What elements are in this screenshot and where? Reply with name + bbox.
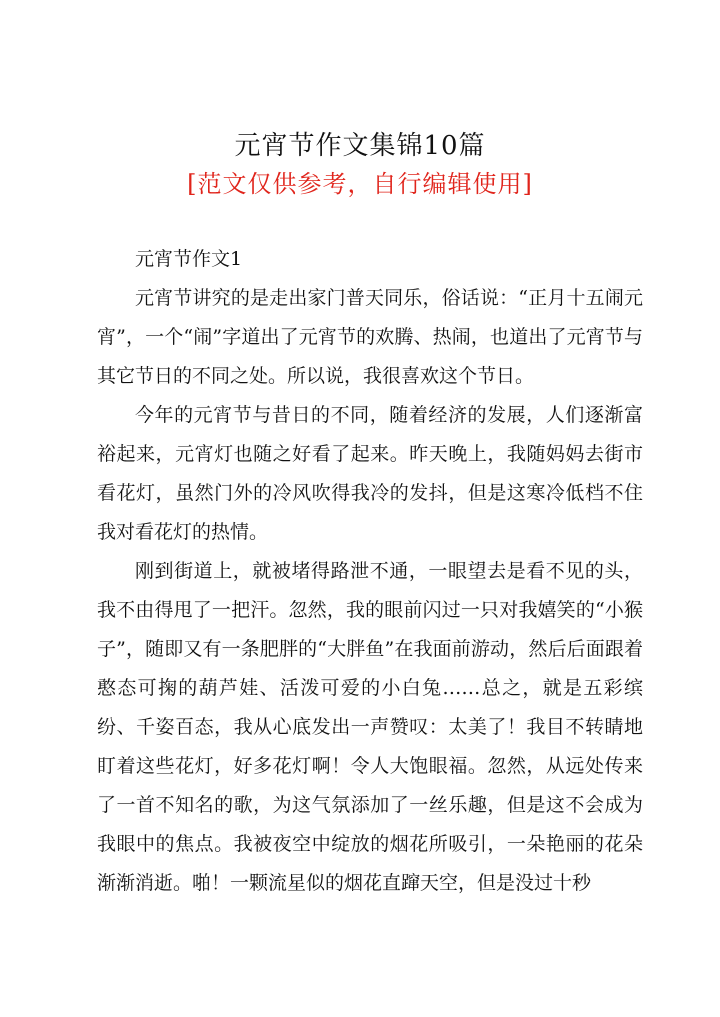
section-heading: 元宵节作文1	[135, 248, 243, 270]
document-body	[97, 240, 643, 903]
paragraph-3: 刚到街道上，就被堵得路泄不通，一眼望去是看不见的头，我不由得甩了一把汗。忽然，我的眼前闪过一只对我嬉笑的“小猴子”，随即又有一条肥胖的“大胖鱼”在我面前游动，然后后面跟着憨态可掬的葫芦娃、活泼可爱的小白兔……总之，就是五彩缤纷、千姿百态，我从心底发出一声赞叹：太美了！我目不转睛地盯着这些花灯，好多花灯啊！令人大饱眼福。忽然，从远处传来了一首不知名的歌，为这气氛添加了一丝乐趣，但是这不会成为我眼中的焦点。我被夜空中绽放的烟花所吸引，一朵艳丽的花朵渐渐消逝。啪！一颗流星似的烟花直蹿天空，但是没过十秒	[97, 560, 643, 894]
paragraph-1: 元宵节讲究的是走出家门普天同乐，俗话说：“正月十五闹元宵”，一个“闹”字道出了元宵节的欢腾、热闹，也道出了元宵节与其它节日的不同之处。所以说，我很喜欢这个节日。	[97, 287, 643, 387]
document-title: 元宵节作文集锦10篇	[234, 131, 486, 161]
document-subtitle: [范文仅供参考，自行编辑使用]	[187, 170, 533, 198]
paragraph-2: 今年的元宵节与昔日的不同，随着经济的发展，人们逐渐富裕起来，元宵灯也随之好看了起来。昨天晚上，我随妈妈去街市看花灯，虽然门外的冷风吹得我冷的发抖，但是这寒冷低档不住我对看花灯的热情。	[97, 404, 643, 543]
